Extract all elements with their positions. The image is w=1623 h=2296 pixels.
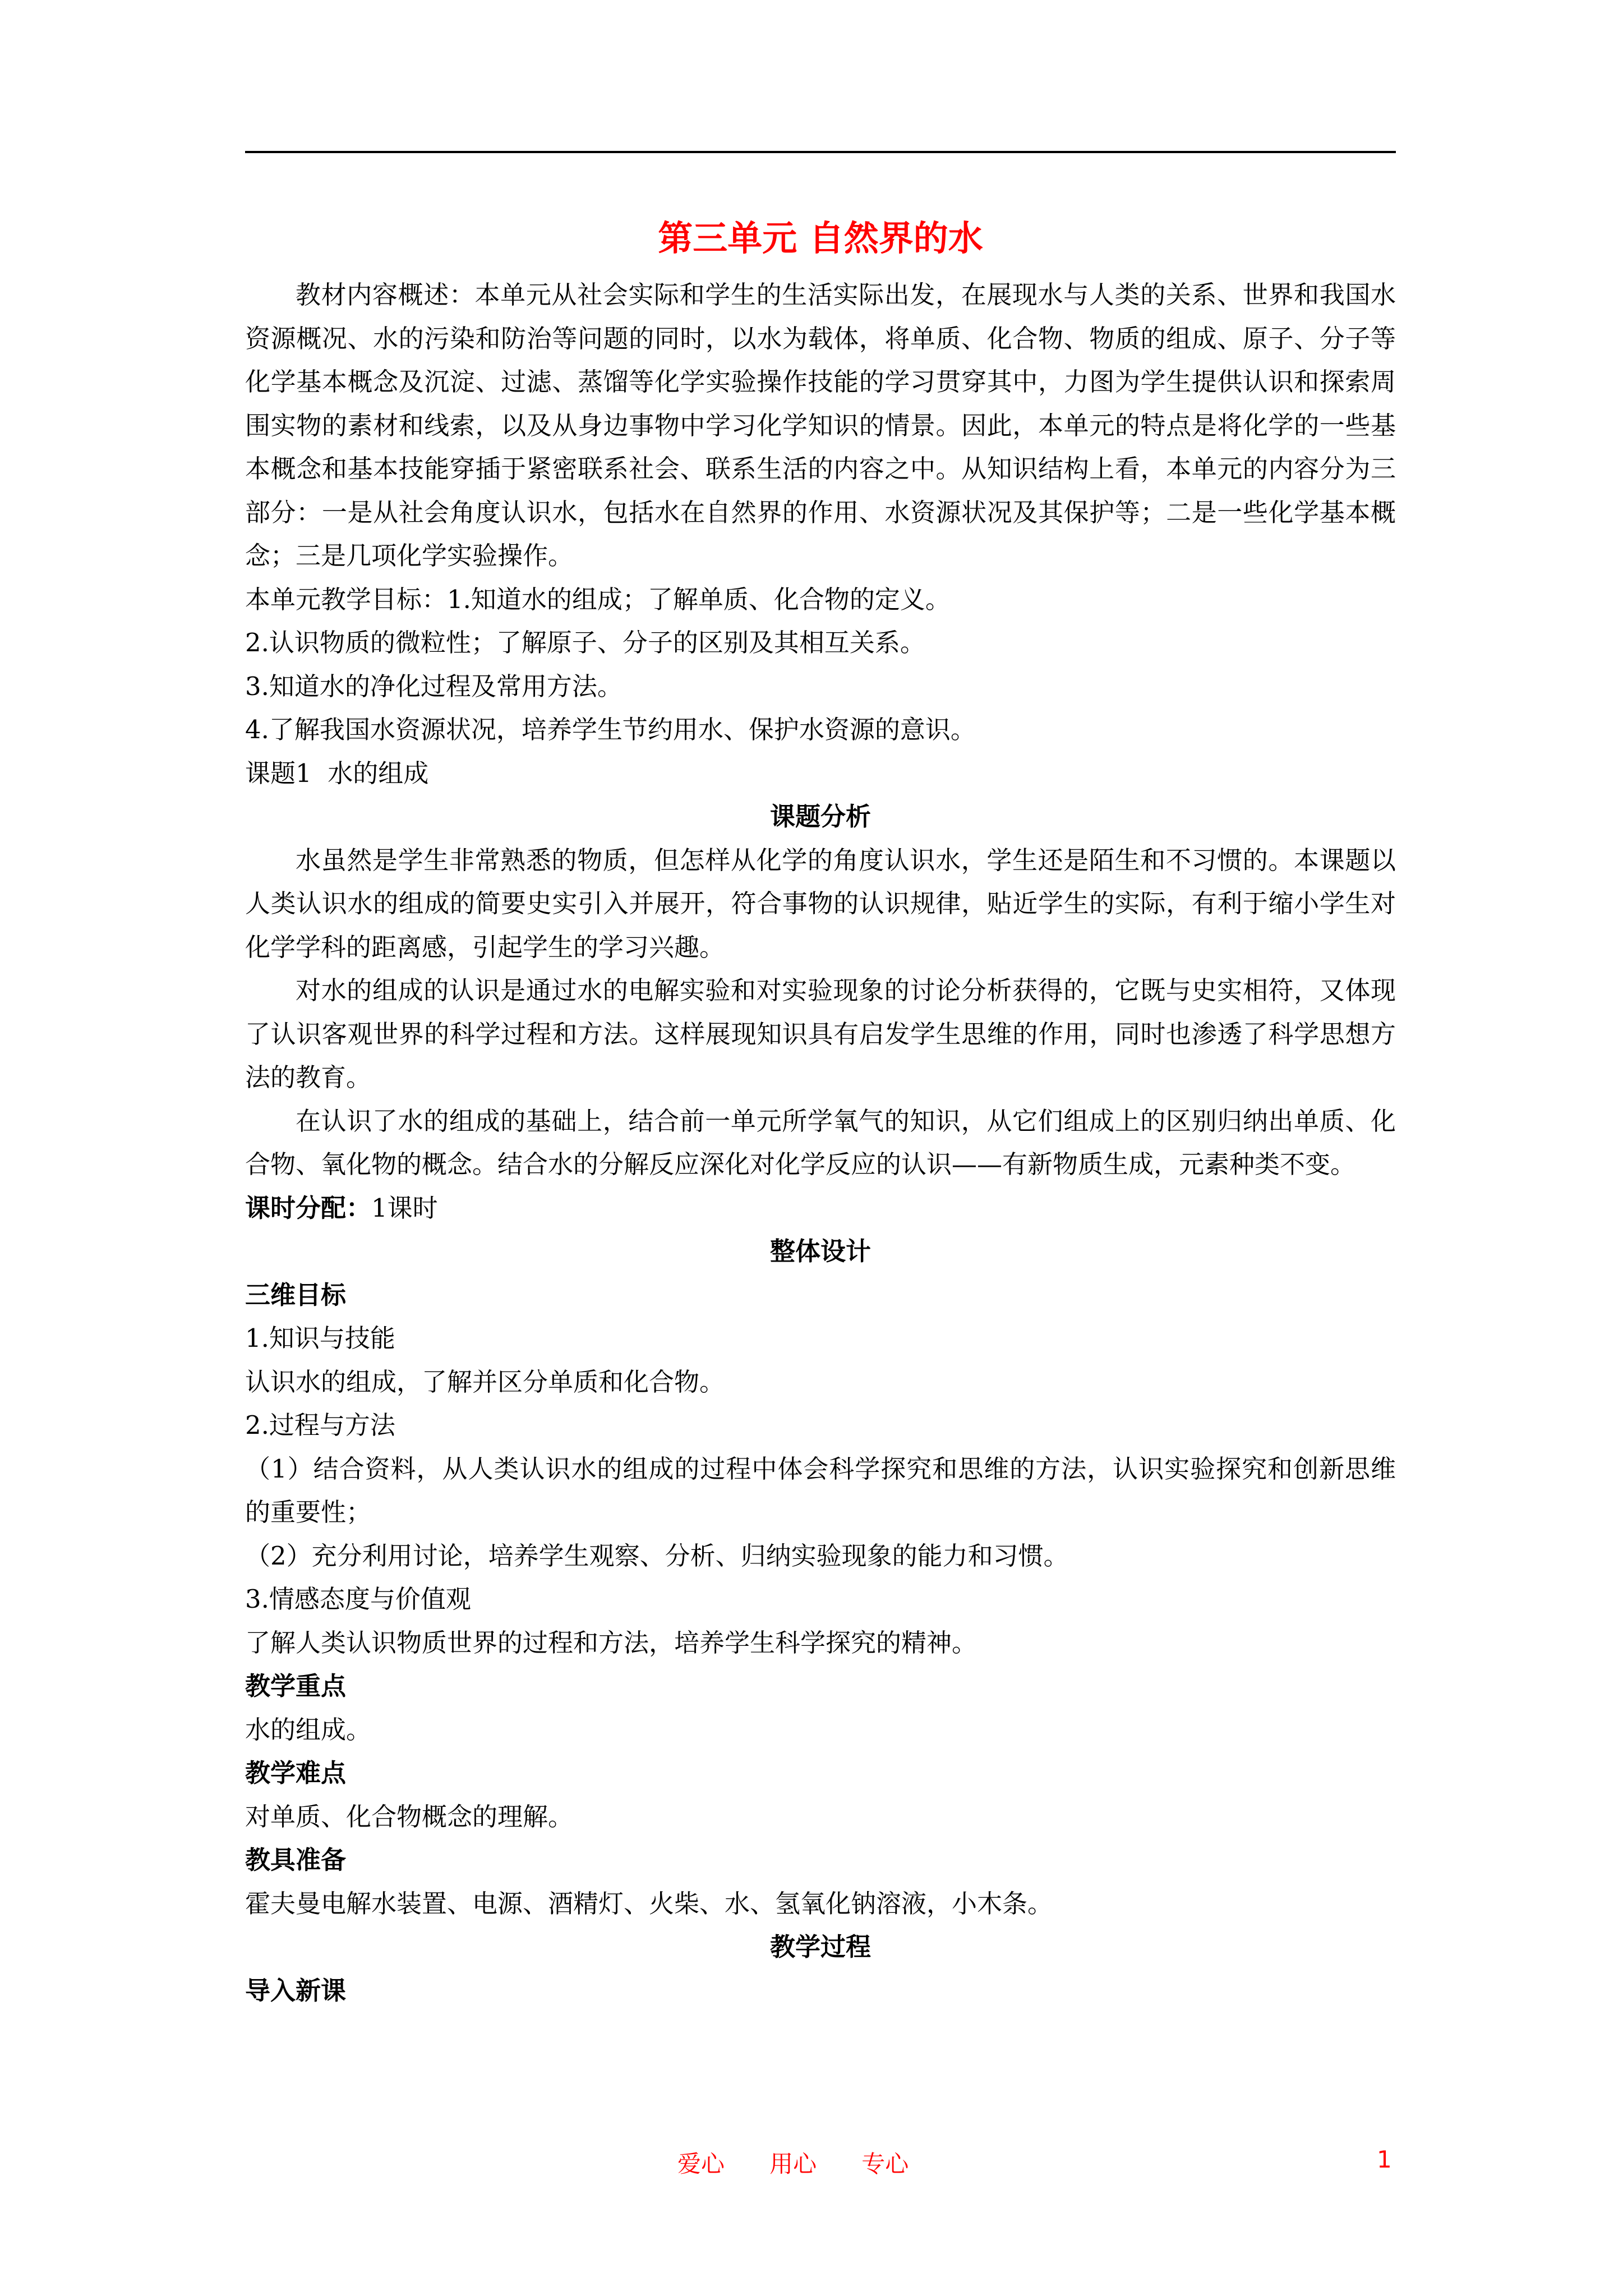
goal-line-1: 1.知识与技能: [245, 1323, 395, 1353]
key-point-heading: 教学重点: [245, 1671, 347, 1701]
goal-line-2: 认识水的组成，了解并区分单质和化合物。: [245, 1366, 725, 1397]
unit-goal-4: 4.了解我国水资源状况，培养学生节约用水、保护水资源的意识。: [245, 715, 976, 744]
process-heading: 教学过程: [769, 1932, 871, 1962]
page-footer: [0, 2146, 1623, 2179]
unit-goal-2: 2.认识物质的微粒性；了解原子、分子的区别及其相互关系。: [245, 628, 925, 657]
intro-heading: 导入新课: [245, 1975, 347, 2005]
document-body: [245, 210, 1396, 2012]
unit-goal-3: 3.知道水的净化过程及常用方法。: [245, 671, 623, 701]
lesson-time-label: 课时分配：: [245, 1193, 372, 1223]
lesson-title: 课题1 水的组成: [245, 758, 429, 788]
lesson-time: [245, 1186, 1396, 1230]
analysis-heading: 课题分析: [769, 802, 871, 831]
design-heading: 整体设计: [769, 1236, 871, 1266]
lesson-time-value: 1课时: [371, 1193, 438, 1223]
unit-goal-1: 本单元教学目标：1.知道水的组成；了解单质、化合物的定义。: [245, 584, 951, 614]
page-title: 第三单元 自然界的水: [658, 218, 983, 259]
goal-line-5: （2）充分利用讨论，培养学生观察、分析、归纳实验现象的能力和习惯。: [245, 1540, 1069, 1571]
difficulty-heading: 教学难点: [245, 1758, 347, 1788]
materials-text: 霍夫曼电解水装置、电源、酒精灯、火柴、水、氢氧化钠溶液，小木条。: [245, 1888, 1053, 1918]
goals-heading: 三维目标: [245, 1280, 347, 1310]
analysis-paragraph-1: 水虽然是学生非常熟悉的物质，但怎样从化学的角度认识水，学生还是陌生和不习惯的。本课题以人类认识水的组成的简要史实引入并展开，符合事物的认识规律，贴近学生的实际，有利于缩小学生对化学学科的距离感，引起学生的学习兴趣。: [245, 845, 1396, 962]
analysis-paragraph-2: 对水的组成的认识是通过水的电解实验和对实验现象的讨论分析获得的，它既与史实相符，又体现了认识客观世界的科学过程和方法。这样展现知识具有启发学生思维的作用，同时也渗透了科学思想方法的教育。: [245, 976, 1396, 1092]
difficulty-text: 对单质、化合物概念的理解。: [245, 1801, 574, 1832]
header-rule: [245, 151, 1396, 153]
materials-heading: 教具准备: [245, 1845, 347, 1875]
goal-line-4: （1）结合资料，从人类认识水的组成的过程中体会科学探究和思维的方法，认识实验探究和创新思维的重要性；: [245, 1453, 1396, 1527]
page-number: 1: [1377, 2146, 1392, 2173]
footer-mottos: 爱心 用心 专心: [677, 2150, 909, 2178]
goal-line-3: 2.过程与方法: [245, 1410, 395, 1440]
overview-paragraph: 教材内容概述：本单元从社会实际和学生的生活实际出发，在展现水与人类的关系、世界和我国水资源概况、水的污染和防治等问题的同时，以水为载体，将单质、化合物、物质的组成、原子、分子等化学基本概念及沉淀、过滤、蒸馏等化学实验操作技能的学习贯穿其中，力图为学生提供认识和探索周围实物的素材和线索，以及从身边事物中学习化学知识的情景。因此，本单元的特点是将化学的一些基本概念和基本技能穿插于紧密联系社会、联系生活的内容之中。从知识结构上看，本单元的内容分为三部分：一是从社会角度认识水，包括水在自然界的作用、水资源状况及其保护等；二是一些化学基本概念；三是几项化学实验操作。: [245, 280, 1396, 570]
analysis-paragraph-3: 在认识了水的组成的基础上，结合前一单元所学氧气的知识，从它们组成上的区别归纳出单质、化合物、氧化物的概念。结合水的分解反应深化对化学反应的认识——有新物质生成，元素种类不变。: [245, 1106, 1396, 1179]
key-point-text: 水的组成。: [245, 1714, 372, 1745]
goal-line-7: 了解人类认识物质世界的过程和方法，培养学生科学探究的精神。: [245, 1627, 978, 1658]
goal-line-6: 3.情感态度与价值观: [245, 1584, 471, 1614]
